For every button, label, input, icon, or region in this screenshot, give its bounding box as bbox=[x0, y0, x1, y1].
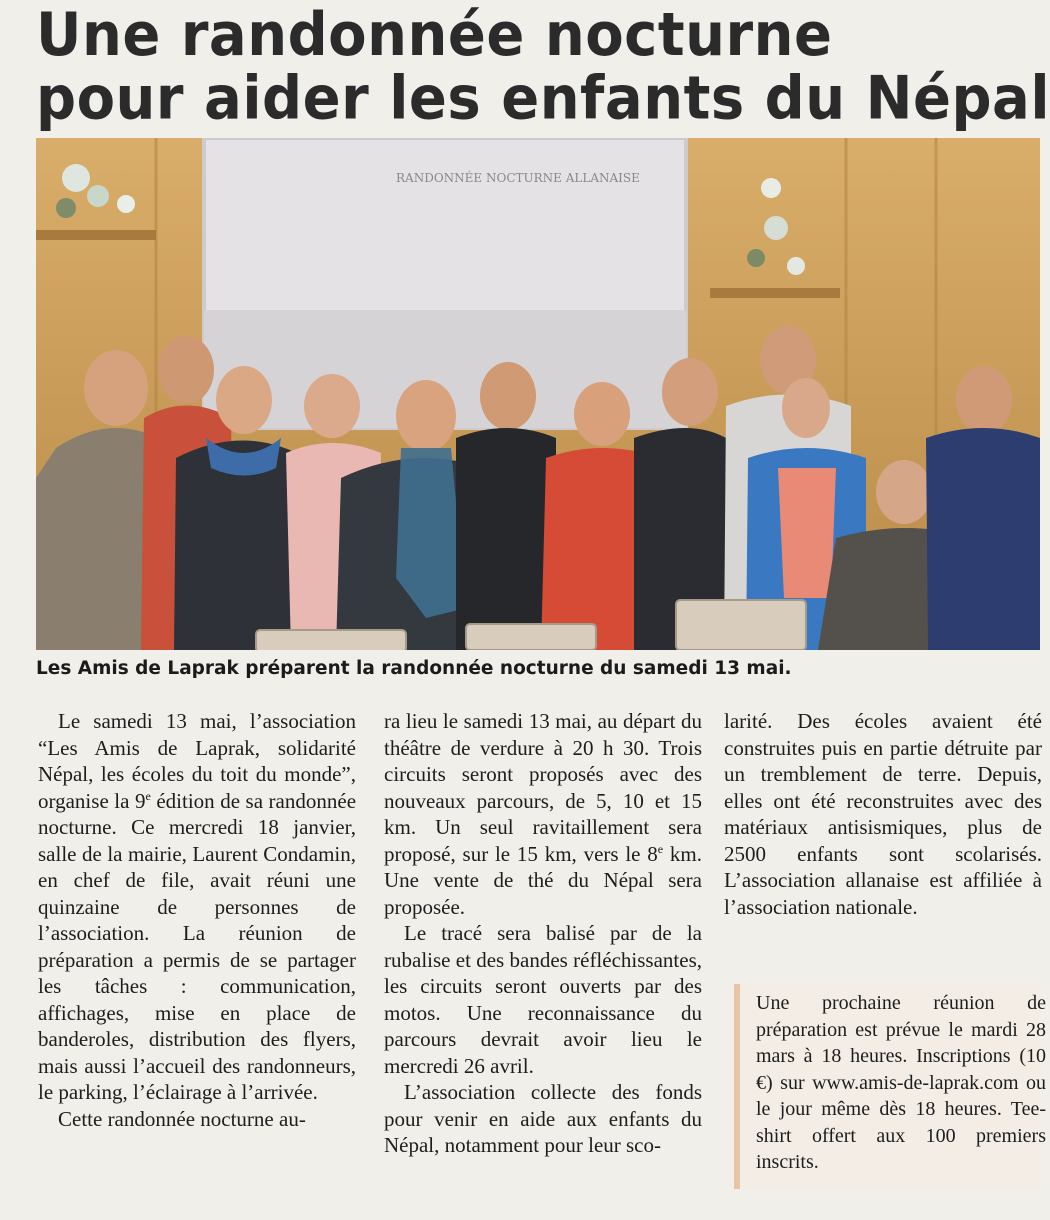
paragraph-2-start: Cette randonnée nocturne au- bbox=[58, 1106, 306, 1131]
paragraph-3: Le tracé sera balisé par de la rubalise et des bandes réfléchissantes, les circuits seront ouverts par des motos. Une reconnaissance du parcours devrait avoir lieu le mercredi 26 avril. bbox=[384, 921, 702, 1078]
info-box-text: Une prochaine réunion de préparation est prévue le mardi 28 mars à 18 heures. Inscriptions (10 €) sur www.amis-de-laprak.com ou le jour même dès 18 heures. Tee-shirt offert aux 100 premiers inscrits. bbox=[756, 992, 1046, 1173]
superscript: e bbox=[657, 841, 664, 856]
group-photo bbox=[36, 138, 1040, 650]
paragraph-1-text: Le samedi 13 mai, l’association “Les Amis de Laprak, solidarité Népal, les écoles du toit du monde”, organise la 9 bbox=[38, 709, 356, 813]
paragraph-4-continued: larité. Des écoles avaient été construites puis en partie détruite par un tremblement de terre. Depuis, elles ont été reconstruites avec des matériaux antisismiques, plus de 2500 enfants sont scolarisés. L’association allanaise est affiliée à l’association nationale. bbox=[724, 709, 1042, 919]
article-column-3 bbox=[724, 708, 1042, 920]
paragraph-1 bbox=[38, 708, 356, 1106]
paragraph-2-continued: ra lieu le samedi 13 mai, au départ du théâtre de verdure à 20 h 30. Trois circuits seront proposés avec des nouveaux parcours, de 5, 10 et 15 km. Un seul ravitaillement sera proposé, sur le 15 km, vers le 8e km. Une vente de thé du Népal sera proposée. bbox=[384, 709, 702, 919]
paragraph-4: L’association collecte des fonds pour venir en aide aux enfants du Népal, notamment pour leur sco- bbox=[384, 1080, 702, 1157]
paragraph-1-text-end: édition de sa randonnée nocturne. Ce mercredi 18 janvier, salle de la mairie, Laurent Condamin, en chef de file, avait réuni une quinzaine de personnes de l’association. La réunion de préparation a permis de se partager les tâches : communication, affichages, mise en place de banderoles, distribution des flyers, mais aussi l’accueil des randonneurs, le parking, l’éclairage à l’arrivée. bbox=[38, 788, 357, 1104]
paragraph-2-text-end: km. Une vente de thé du Népal sera proposée. bbox=[384, 841, 702, 919]
info-box bbox=[734, 984, 1046, 1189]
article-column-2 bbox=[384, 708, 702, 1159]
article-column-1 bbox=[38, 708, 356, 1132]
headline-line-1: Une randonnée nocturne bbox=[36, 0, 833, 70]
headline-line-2: pour aider les enfants du Népal bbox=[36, 64, 1050, 134]
superscript: e bbox=[145, 788, 151, 803]
photo-caption: Les Amis de Laprak préparent la randonnée nocturne du samedi 13 mai. bbox=[36, 658, 792, 679]
headline bbox=[36, 0, 1050, 134]
group-photo-illustration bbox=[36, 138, 1040, 650]
screen-text: RANDONNÉE NOCTURNE ALLANAISE bbox=[396, 171, 640, 185]
